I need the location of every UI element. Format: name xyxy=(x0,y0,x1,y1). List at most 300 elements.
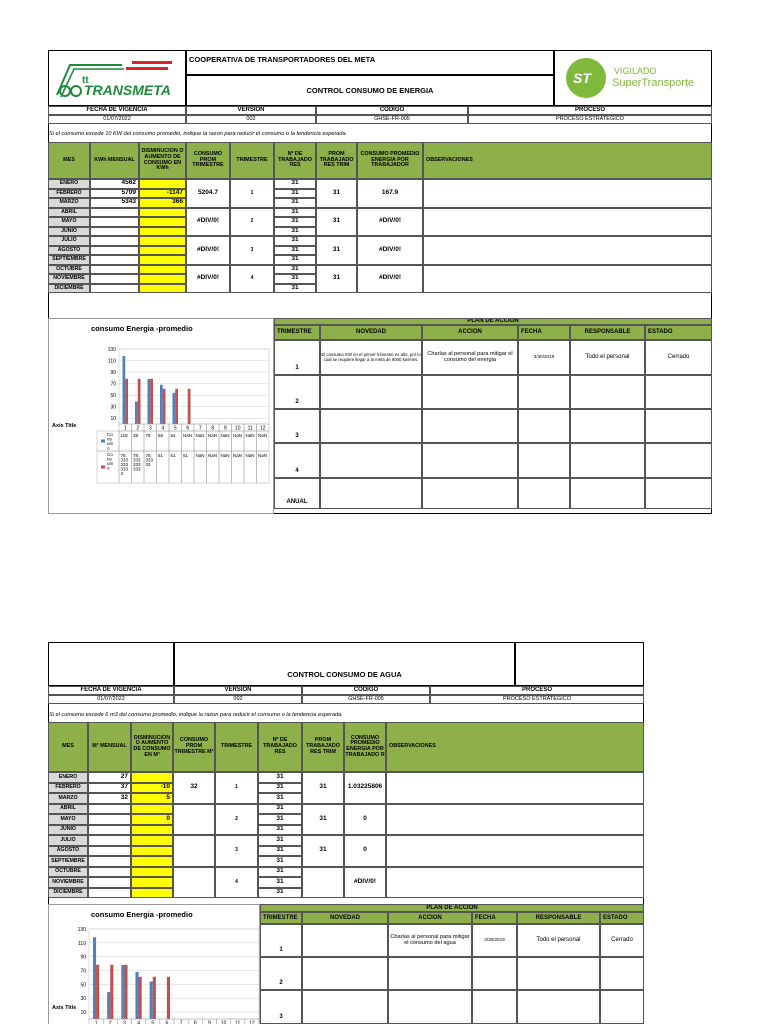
trim-number: 1 xyxy=(230,179,274,208)
month-label: ABRIL xyxy=(48,804,88,815)
data-table-value: NaN xyxy=(195,453,205,458)
observations-cell xyxy=(423,236,712,265)
bar-blue xyxy=(93,937,96,1019)
data-table-value: NaN xyxy=(258,433,268,438)
trim-avg-workers: 31 xyxy=(302,835,344,867)
x-tick-label: 10 xyxy=(220,1020,227,1024)
bar-red xyxy=(124,965,127,1019)
monthly-value xyxy=(88,856,131,867)
plan-fecha xyxy=(472,957,517,990)
meta-value: PROCESO ESTRATEGICO xyxy=(430,695,644,704)
data-table-value: 78. xyxy=(145,453,152,458)
trim-per-worker: 0 xyxy=(344,804,386,836)
trim-avg-consumption: 5204.7 xyxy=(186,179,230,208)
trim-per-worker: 167.9 xyxy=(357,179,423,208)
plan-fecha xyxy=(518,478,570,509)
x-tick-label: 2 xyxy=(136,425,140,432)
monthly-value xyxy=(90,246,139,256)
column-header: Nº DE TRABAJADO RES xyxy=(258,722,302,772)
monthly-value xyxy=(90,284,139,294)
consumption-note: Si el consumo excede 10 KW del consumo promedio, indique la razon para reducir el consumo o la tendencia esperada. xyxy=(49,131,348,137)
workers-value: 31 xyxy=(258,783,302,794)
transmeta-logo xyxy=(52,53,182,103)
workers-value: 31 xyxy=(274,284,316,294)
y-tick-label: 90 xyxy=(110,370,116,377)
workers-value: 31 xyxy=(258,814,302,825)
plan-accion xyxy=(422,478,518,509)
workers-value: 31 xyxy=(274,246,316,256)
bar-red xyxy=(125,379,128,424)
data-table-value: NaN xyxy=(208,453,218,458)
workers-value: 31 xyxy=(258,793,302,804)
monthly-value xyxy=(90,236,139,246)
workers-value: 31 xyxy=(274,265,316,275)
diff-value: 0 xyxy=(131,814,173,825)
org-name: COOPERATIVA DE TRANSPORTADORES DEL META xyxy=(186,50,554,75)
x-tick-label: 12 xyxy=(259,425,266,432)
x-tick-label: 7 xyxy=(179,1020,183,1024)
diff-value: -10 xyxy=(131,783,173,794)
plan-novedad: El consumo KW en el primer trimestre es alto, por lo cual se requiere llegar a la meta de 6000 kw/mes. xyxy=(320,340,422,375)
trim-avg-workers: 31 xyxy=(316,208,357,237)
data-table-value: 54 xyxy=(170,433,176,438)
trim-per-worker: #DIV/0! xyxy=(357,208,423,237)
plan-t: 2 xyxy=(260,957,302,990)
workers-value: 31 xyxy=(274,208,316,218)
workers-value: 31 xyxy=(274,179,316,189)
bar-red xyxy=(163,389,166,424)
y-tick-label: 110 xyxy=(78,940,86,947)
data-table-value: 33 xyxy=(145,462,151,467)
bar-blue xyxy=(150,982,153,1019)
data-table-value: NaN xyxy=(195,433,205,438)
bar-red xyxy=(167,977,170,1019)
column-header: CONSUMO PROMEDIO ENERGIA POR TRABAJADO R xyxy=(344,722,386,772)
monthly-value xyxy=(90,274,139,284)
energy-chart-svg xyxy=(49,319,275,515)
plan-fecha: 3/30/2019 xyxy=(472,924,517,957)
supertransporte-logo xyxy=(558,53,708,103)
trim-avg-consumption xyxy=(173,804,215,836)
legend-label: ns xyxy=(107,456,112,462)
diff-value xyxy=(139,274,186,284)
diff-value xyxy=(139,265,186,275)
workers-value: 31 xyxy=(274,255,316,265)
plan-t: ANUAL xyxy=(274,478,320,509)
column-header: TRIMESTRE xyxy=(230,142,274,179)
diff-value xyxy=(139,246,186,256)
plan-novedad xyxy=(302,924,388,957)
trim-avg-consumption: #DIV/0! xyxy=(186,236,230,265)
x-tick-label: 8 xyxy=(193,1020,197,1024)
y-tick-label: 130 xyxy=(107,347,116,353)
bar-blue xyxy=(107,992,110,1019)
bar-blue xyxy=(160,385,163,424)
column-header: PROM TRABAJADO RES TRIM xyxy=(302,722,344,772)
x-tick-label: 6 xyxy=(186,425,190,432)
plan-resp xyxy=(570,409,645,443)
workers-value: 31 xyxy=(274,217,316,227)
workers-value: 31 xyxy=(258,825,302,836)
x-tick-label: 8 xyxy=(211,425,215,432)
month-label: NOVIEMBRE xyxy=(48,274,90,284)
column-header: DISMINUCION O AUMENTO DE CONSUMO EN KWh xyxy=(139,142,186,179)
plan-novedad xyxy=(302,957,388,990)
plan-resp xyxy=(517,990,600,1024)
monthly-value xyxy=(88,835,131,846)
y-tick-label: 90 xyxy=(80,954,86,961)
plan-title: PLAN DE ACCION xyxy=(260,904,644,912)
workers-value: 31 xyxy=(258,856,302,867)
x-tick-label: 9 xyxy=(208,1020,211,1024)
legend-label: Co xyxy=(107,452,113,457)
plan-t: 2 xyxy=(274,375,320,409)
month-label: MARZO xyxy=(48,793,88,804)
workers-value: 31 xyxy=(274,236,316,246)
plan-resp xyxy=(517,957,600,990)
monthly-value xyxy=(90,227,139,237)
plan-header: ACCION xyxy=(388,912,472,924)
monthly-value: 27 xyxy=(88,772,131,783)
x-tick-label: 9 xyxy=(223,425,227,432)
workers-value: 31 xyxy=(274,227,316,237)
y-tick-label: 30 xyxy=(110,404,116,411)
plan-title: PLAN DE ACCION xyxy=(274,318,712,325)
meta-header: FECHA DE VIGENCIA xyxy=(48,106,186,115)
meta-value: 002 xyxy=(174,695,302,704)
meta-value: 01/07/2022 xyxy=(48,115,186,124)
monthly-value: 37 xyxy=(88,783,131,794)
trim-number: 3 xyxy=(230,236,274,265)
month-label: MAYO xyxy=(48,217,90,227)
plan-accion: Charlas al personal para mitigar el consumo del energia xyxy=(422,340,518,375)
x-tick-label: 3 xyxy=(123,1020,126,1024)
meta-header: CODIGO xyxy=(316,106,468,115)
diff-value: 5 xyxy=(131,793,173,804)
trim-avg-workers: 31 xyxy=(316,265,357,294)
data-table-value: 78. xyxy=(120,453,127,458)
y-axis-title: Axis Title xyxy=(52,423,77,429)
plan-t: 1 xyxy=(274,340,320,375)
trim-number: 4 xyxy=(215,867,258,899)
plan-fecha xyxy=(472,990,517,1024)
plan-fecha xyxy=(518,443,570,478)
monthly-value xyxy=(88,804,131,815)
plan-resp xyxy=(570,478,645,509)
trim-avg-workers: 31 xyxy=(302,772,344,804)
observations-cell xyxy=(386,867,644,899)
trim-avg-workers: 31 xyxy=(302,804,344,836)
month-label: JULIO xyxy=(48,835,88,846)
plan-accion: Charlas al personal para mitigar el consumo del agua xyxy=(388,924,472,957)
legend-label: um xyxy=(107,461,114,466)
diff-value xyxy=(131,825,173,836)
monthly-value xyxy=(88,825,131,836)
data-table-value: 78. xyxy=(133,453,140,458)
meta-value: PROCESO ESTRATEGICO xyxy=(468,115,712,124)
plan-header: FECHA xyxy=(472,912,517,924)
observations-cell xyxy=(423,208,712,237)
legend-label: o xyxy=(107,465,110,471)
month-label: ABRIL xyxy=(48,208,90,218)
plan-novedad xyxy=(320,478,422,509)
meta-value: 002 xyxy=(186,115,316,124)
plan-header: RESPONSABLE xyxy=(570,325,645,340)
plan-accion xyxy=(422,375,518,409)
bar-red xyxy=(110,965,113,1019)
plan-header: ESTADO xyxy=(645,325,712,340)
plan-estado xyxy=(600,990,644,1024)
plan-t: 3 xyxy=(260,990,302,1024)
plan-accion xyxy=(388,957,472,990)
month-label: MAYO xyxy=(48,814,88,825)
x-tick-label: 12 xyxy=(249,1020,255,1024)
observations-cell xyxy=(386,772,644,804)
column-header: DISMINUCION O AUMENTO DE CONSUMO EN M³ xyxy=(131,722,173,772)
bar-red xyxy=(150,379,153,424)
plan-header: TRIMESTRE xyxy=(260,912,302,924)
month-label: AGOSTO xyxy=(48,846,88,857)
data-table-value: 3 xyxy=(120,471,124,476)
observations-cell xyxy=(386,835,644,867)
month-label: OCTUBRE xyxy=(48,265,90,275)
trim-number: 2 xyxy=(215,804,258,836)
column-header: M³ MENSUAL xyxy=(88,722,131,772)
legend-label: o xyxy=(107,445,110,451)
bar-red xyxy=(96,965,99,1019)
trim-per-worker: #DIV/0! xyxy=(344,867,386,899)
bar-blue xyxy=(148,379,151,424)
diff-value xyxy=(131,804,173,815)
plot-area xyxy=(89,929,259,1019)
meta-header: CODIGO xyxy=(302,686,430,695)
legend-label: Co xyxy=(107,432,113,437)
svg-text:VIGILADO: VIGILADO xyxy=(614,66,657,76)
workers-value: 31 xyxy=(258,804,302,815)
month-label: ENERO xyxy=(48,772,88,783)
workers-value: 31 xyxy=(258,846,302,857)
workers-value: 31 xyxy=(258,867,302,878)
x-tick-label: 6 xyxy=(165,1020,169,1024)
plan-novedad xyxy=(320,409,422,443)
plan-fecha xyxy=(518,375,570,409)
data-table-value: NaN xyxy=(233,433,243,438)
water-consumption-note: Si el consumo excede 6 m3 del consumo promedio, indique la razon para reducir el consumo o la tendencia esperada. xyxy=(49,712,343,718)
trim-per-worker: #DIV/0! xyxy=(357,265,423,294)
bar-blue xyxy=(121,965,124,1019)
bar-blue xyxy=(173,393,176,424)
trim-per-worker: #DIV/0! xyxy=(357,236,423,265)
month-label: JUNIO xyxy=(48,825,88,836)
plan-novedad xyxy=(320,443,422,478)
monthly-value xyxy=(88,888,131,899)
diff-value xyxy=(131,867,173,878)
column-header: PROM TRABAJADO RES TRIM xyxy=(316,142,357,179)
data-table-value: 61 xyxy=(183,453,189,458)
plan-estado: Cerrado xyxy=(645,340,712,375)
month-label: DICIEMBRE xyxy=(48,284,90,294)
bar-red xyxy=(139,977,142,1019)
monthly-value xyxy=(90,208,139,218)
water-logo-cell xyxy=(48,642,174,686)
water-title: CONTROL CONSUMO DE AGUA xyxy=(174,642,515,686)
month-label: DICIEMBRE xyxy=(48,888,88,899)
svg-text:tt: tt xyxy=(82,75,89,86)
y-tick-label: 10 xyxy=(110,416,116,423)
y-tick-label: 70 xyxy=(110,381,116,388)
trim-avg-consumption: 32 xyxy=(173,772,215,804)
data-table-value: NaN xyxy=(183,433,193,438)
x-tick-label: 5 xyxy=(151,1020,155,1024)
plan-estado xyxy=(645,443,712,478)
data-table-value: NaN xyxy=(208,433,218,438)
plan-estado xyxy=(600,957,644,990)
legend-label: ns xyxy=(107,436,112,442)
trim-avg-workers: 31 xyxy=(316,236,357,265)
x-tick-label: 3 xyxy=(148,425,152,432)
workers-value: 31 xyxy=(258,772,302,783)
trim-avg-consumption: #DIV/0! xyxy=(186,265,230,294)
svg-text:ST: ST xyxy=(573,70,591,86)
plan-accion xyxy=(388,990,472,1024)
x-tick-label: 4 xyxy=(137,1020,140,1024)
workers-value: 31 xyxy=(258,835,302,846)
trim-avg-consumption xyxy=(173,867,215,899)
trim-avg-consumption: #DIV/0! xyxy=(186,208,230,237)
data-table-value: 333 xyxy=(145,457,154,463)
legend-swatch xyxy=(101,466,105,469)
data-table-value: 68 xyxy=(158,433,164,438)
plan-estado: Cerrado xyxy=(600,924,644,957)
diff-value xyxy=(139,227,186,237)
data-table-value: 333 xyxy=(120,462,129,467)
month-label: AGOSTO xyxy=(48,246,90,256)
meta-header: PROCESO xyxy=(430,686,644,695)
bar-red xyxy=(138,379,141,424)
data-table-value: NaN xyxy=(220,453,230,458)
observations-cell xyxy=(423,265,712,294)
diff-value xyxy=(139,208,186,218)
plan-t: 3 xyxy=(274,409,320,443)
trim-number: 1 xyxy=(215,772,258,804)
data-table-value: 78 xyxy=(145,433,151,438)
legend-label: um xyxy=(107,441,114,446)
diff-value xyxy=(131,877,173,888)
plan-accion xyxy=(422,409,518,443)
x-tick-label: 1 xyxy=(123,425,127,432)
column-header: MES xyxy=(48,142,90,179)
diff-value xyxy=(131,846,173,857)
bar-red xyxy=(188,389,191,424)
month-label: FEBRERO xyxy=(48,189,90,199)
column-header: TRIMESTRE xyxy=(215,722,258,772)
workers-value: 31 xyxy=(274,274,316,284)
trim-avg-workers: 31 xyxy=(316,179,357,208)
vigilado-cell xyxy=(554,50,712,106)
plan-novedad xyxy=(320,375,422,409)
workers-value: 31 xyxy=(274,198,316,208)
diff-value xyxy=(139,255,186,265)
column-header: OBSERVACIONES xyxy=(423,142,712,179)
data-table-value: 333 xyxy=(133,462,141,467)
meta-value: 01/07/2022 xyxy=(48,695,174,704)
diff-value xyxy=(139,217,186,227)
plan-header: TRIMESTRE xyxy=(274,325,320,340)
data-table-value: 333 xyxy=(120,457,129,463)
plan-header: FECHA xyxy=(518,325,570,340)
column-header: CONSUMO PROM TRIMESTRE xyxy=(186,142,230,179)
plan-resp xyxy=(570,375,645,409)
y-axis-title: Axis Title xyxy=(52,1005,77,1011)
data-table-value: 333 xyxy=(133,457,141,463)
chart-title: consumo Energia -promedio xyxy=(91,324,193,333)
x-tick-label: 11 xyxy=(235,1020,241,1024)
diff-value xyxy=(139,179,186,189)
plan-resp: Todo el personal xyxy=(570,340,645,375)
diff-value: 366 xyxy=(139,198,186,208)
plan-header: ESTADO xyxy=(600,912,644,924)
plan-header: ACCION xyxy=(422,325,518,340)
plan-accion xyxy=(422,443,518,478)
month-label: OCTUBRE xyxy=(48,867,88,878)
data-table-value: NaN xyxy=(245,453,255,458)
meta-header: VERSION xyxy=(174,686,302,695)
monthly-value xyxy=(90,265,139,275)
trim-avg-consumption xyxy=(173,835,215,867)
trim-number: 4 xyxy=(230,265,274,294)
x-tick-label: 5 xyxy=(173,425,177,432)
plan-header: NOVEDAD xyxy=(302,912,388,924)
x-tick-label: 7 xyxy=(198,425,202,432)
plan-fecha: 3/30/2019 xyxy=(518,340,570,375)
monthly-value: 4562 xyxy=(90,179,139,189)
month-label: NOVIEMBRE xyxy=(48,877,88,888)
data-table-value: NaN xyxy=(245,433,255,438)
column-header: CONSUMO PROM TRIMESTRE M³ xyxy=(173,722,215,772)
x-tick-label: 11 xyxy=(247,425,253,432)
x-tick-label: 1 xyxy=(94,1020,98,1024)
water-right-cell xyxy=(515,642,644,686)
bar-blue xyxy=(135,972,138,1019)
monthly-value xyxy=(88,814,131,825)
y-tick-label: 10 xyxy=(80,1010,86,1017)
observations-cell xyxy=(423,179,712,208)
y-tick-label: 30 xyxy=(80,996,86,1003)
data-table-value: 333 xyxy=(120,466,129,472)
column-header: MES xyxy=(48,722,88,772)
meta-header: PROCESO xyxy=(468,106,712,115)
diff-value xyxy=(131,835,173,846)
trim-number: 2 xyxy=(230,208,274,237)
diff-value xyxy=(131,772,173,783)
plan-estado xyxy=(645,478,712,509)
x-tick-label: 4 xyxy=(161,425,165,432)
month-label: JULIO xyxy=(48,236,90,246)
diff-value: -1147 xyxy=(139,189,186,199)
meta-value: GHSE-FR-005 xyxy=(302,695,430,704)
trim-per-worker: 1.03225806 xyxy=(344,772,386,804)
y-tick-label: 50 xyxy=(80,982,86,989)
legend-swatch xyxy=(101,440,105,443)
data-table-value: 39 xyxy=(133,433,139,438)
logo-cell xyxy=(48,50,186,106)
plan-resp xyxy=(570,443,645,478)
energy-title: CONTROL CONSUMO DE ENERGIA xyxy=(186,75,554,106)
y-tick-label: 70 xyxy=(80,968,86,975)
diff-value xyxy=(131,856,173,867)
diff-value xyxy=(139,236,186,246)
month-label: FEBRERO xyxy=(48,783,88,794)
